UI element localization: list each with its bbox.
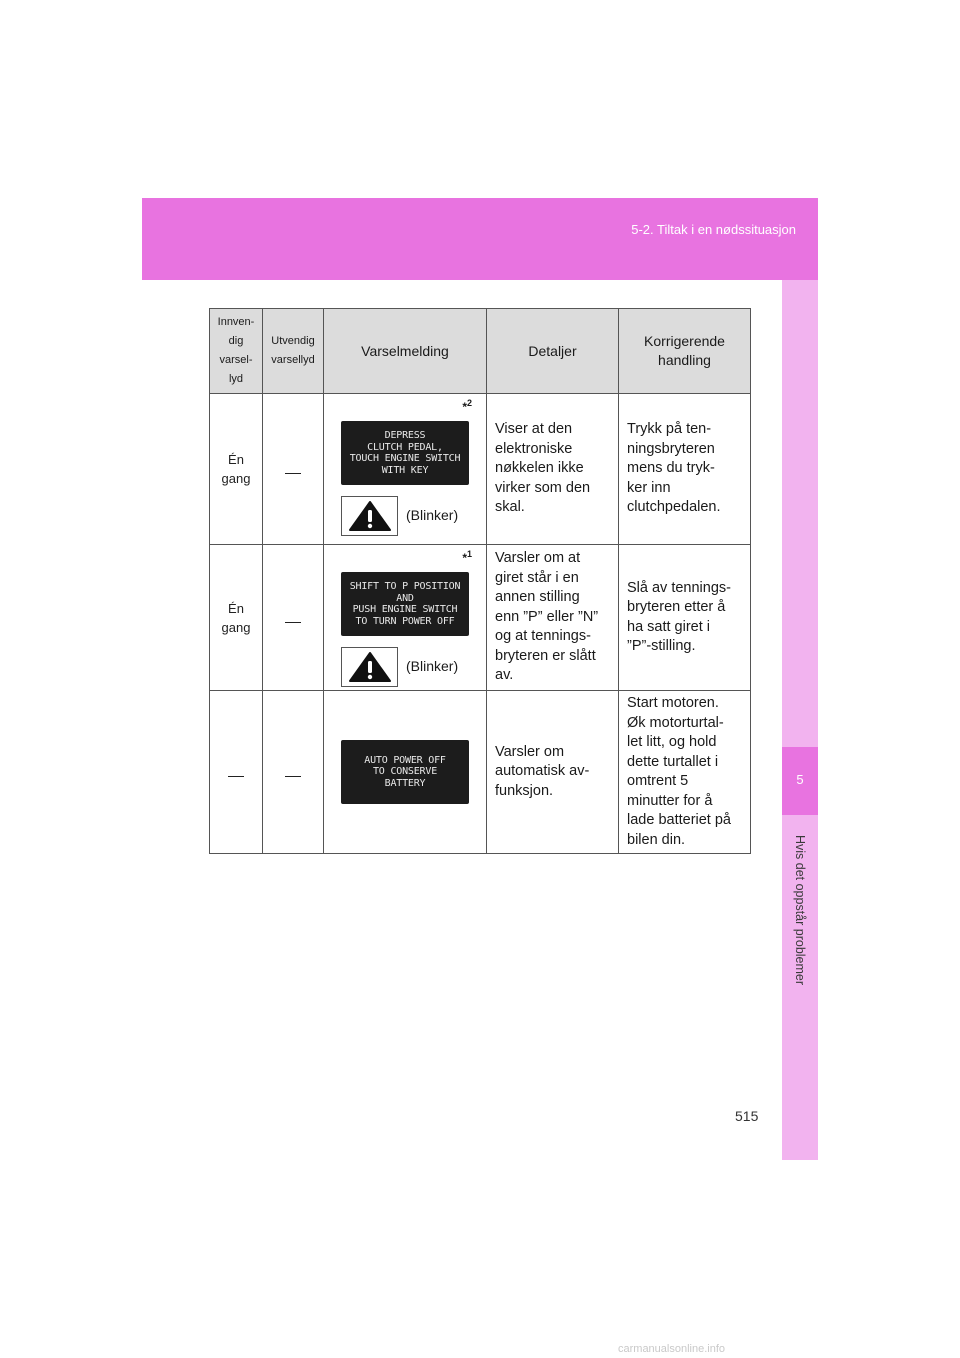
details-cell: Varsler om automatisk av- funksjon. <box>487 691 619 854</box>
footnote-marker: *$^2$ <box>462 398 472 414</box>
header-external-sound: Utvendig varsellyd <box>263 309 324 394</box>
action-cell: Start motoren. Øk motorturtal- let litt, og hold dette turtallet i omtrent 5 minutter for å lade batteriet på bilen din. <box>619 691 751 854</box>
blinker-label: (Blinker) <box>406 507 459 523</box>
external-sound-cell <box>263 545 324 691</box>
footnote-marker: *$^1$ <box>462 549 472 565</box>
footer-watermark: carmanualsonline.info <box>618 1343 726 1355</box>
details-cell: Viser at den elektroniske nøkkelen ikke virker som den skal. <box>487 394 619 545</box>
external-sound-cell <box>263 691 324 854</box>
internal-sound-cell <box>210 691 263 854</box>
chapter-title-vertical <box>782 815 818 1005</box>
header-action: Korrigerende handling <box>619 309 751 394</box>
action-cell: Slå av tennings- bryteren etter å ha satt giret i ”P”-stilling. <box>619 545 751 691</box>
internal-sound-cell: Én gang <box>210 394 263 545</box>
side-strip <box>782 280 818 1160</box>
warning-display: DEPRESS CLUTCH PEDAL, TOUCH ENGINE SWITCH WITH KEY <box>341 421 469 485</box>
blinker-label: (Blinker) <box>406 658 459 674</box>
section-title: 5-2. Tiltak i en nødssituasjon <box>631 222 796 237</box>
dash <box>285 776 301 777</box>
table-row <box>210 691 751 854</box>
warning-triangle-icon <box>348 651 392 683</box>
dash <box>285 473 301 474</box>
chapter-title: Hvis det oppstår problemer <box>793 834 808 986</box>
message-cell <box>324 545 487 691</box>
table-row <box>210 394 751 545</box>
header-band <box>142 198 818 280</box>
message-cell <box>324 394 487 545</box>
warning-triangle-icon-box <box>341 496 398 536</box>
warning-triangle-icon <box>348 500 392 532</box>
table-row <box>210 545 751 691</box>
dash <box>228 776 244 777</box>
details-cell: Varsler om at giret står i en annen stilling enn ”P” eller ”N” og at tennings- bryteren er slått av. <box>487 545 619 691</box>
external-sound-cell <box>263 394 324 545</box>
warning-table <box>209 308 751 854</box>
internal-sound-cell: Én gang <box>210 545 263 691</box>
chapter-tab[interactable]: 5 <box>782 747 818 815</box>
action-cell: Trykk på ten- ningsbryteren mens du tryk- ker inn clutchpedalen. <box>619 394 751 545</box>
page-number: 515 <box>735 1108 759 1124</box>
warning-display: SHIFT TO P POSITION AND PUSH ENGINE SWITCH TO TURN POWER OFF <box>341 572 469 636</box>
header-message: Varselmelding <box>324 309 487 394</box>
warning-display: AUTO POWER OFF TO CONSERVE BATTERY <box>341 740 469 804</box>
warning-triangle-icon-box <box>341 647 398 687</box>
message-cell <box>324 691 487 854</box>
header-internal-sound: Innven- dig varsel- lyd <box>210 309 263 394</box>
header-details: Detaljer <box>487 309 619 394</box>
dash <box>285 622 301 623</box>
table-header-row <box>210 309 751 394</box>
